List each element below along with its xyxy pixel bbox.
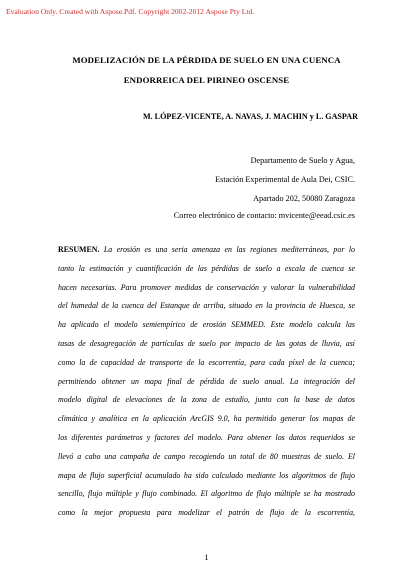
abstract-line: sencillo, flujo múltiple y flujo combinado. El algoritmo de flujo múltiple se ha mostrado: [58, 489, 355, 499]
abstract-label: RESUMEN.: [58, 245, 100, 254]
author-list: M. LÓPEZ-VICENTE, A. NAVAS, J. MACHIN y L. GASPAR: [143, 112, 358, 121]
abstract-line: modelo digital de elevaciones de la zona de estudio, junto con la base de datos: [58, 395, 355, 405]
abstract-line: como la de capacidad de transporte de la escorrentía, para cada píxel de la cuenca;: [58, 357, 355, 367]
evaluation-watermark: Evaluation Only. Created with Aspose.Pdf. Copyright 2002-2012 Aspose Pty Ltd.: [6, 7, 255, 16]
abstract-text: La erosión es una seria amenaza en las regiones mediterráneas, por lo: [103, 245, 355, 254]
affiliation-address: Apartado 202, 50080 Zaragoza: [253, 194, 355, 203]
affiliation-department: Departamento de Suelo y Agua,: [250, 156, 355, 165]
abstract-line: permitiendo obtener un mapa final de pérdida de suelo anual. La integración del: [58, 376, 355, 386]
abstract: [58, 241, 355, 523]
abstract-line: del humedal de la cuenca del Estanque de arriba, situado en la provincia de Huesca, se: [58, 301, 355, 311]
paper-title-line-2: ENDORREICA DEL PIRINEO OSCENSE: [123, 75, 290, 85]
paper-title-line-1: MODELIZACIÓN DE LA PÉRDIDA DE SUELO EN UNA CUENCA: [72, 55, 341, 65]
abstract-line: [58, 241, 355, 260]
abstract-line: climática y analítica en la aplicación ArcGIS 9.0, ha permitido generar los mapas de: [58, 414, 355, 424]
abstract-line: tasas de desagregación de partículas de suelo por impacto de las gotas de lluvia, así: [58, 338, 355, 348]
affiliation-email: Correo electrónico de contacto: mvicente@eead.csic.es: [173, 211, 355, 220]
abstract-line: tanto la estimación y cuantificación de las pérdidas de suelo a escala de cuenca se: [58, 263, 355, 273]
abstract-line: ha aplicado el modelo semiempírico de erosión SEMMED. Este modelo calcula las: [58, 320, 355, 330]
page-number: 1: [204, 552, 209, 562]
affiliation-station: Estación Experimental de Aula Dei, CSIC.: [215, 175, 355, 184]
abstract-line: llevó a cabo una campaña de campo recogiendo un total de 80 muestras de suelo. El: [58, 451, 355, 461]
abstract-line: hacen necesarias. Para promover medidas de conservación y valorar la vulnerabilidad: [58, 282, 355, 292]
abstract-line: como la mejor propuesta para modelizar el patrón de flujo de la escorrentía,: [58, 508, 355, 518]
abstract-line: mapa de flujo superficial acumulado ha sido calculado mediante los algoritmos de flujo: [58, 470, 355, 480]
abstract-line: los diferentes parámetros y factores del modelo. Para obtener los datos requeridos se: [58, 432, 355, 442]
